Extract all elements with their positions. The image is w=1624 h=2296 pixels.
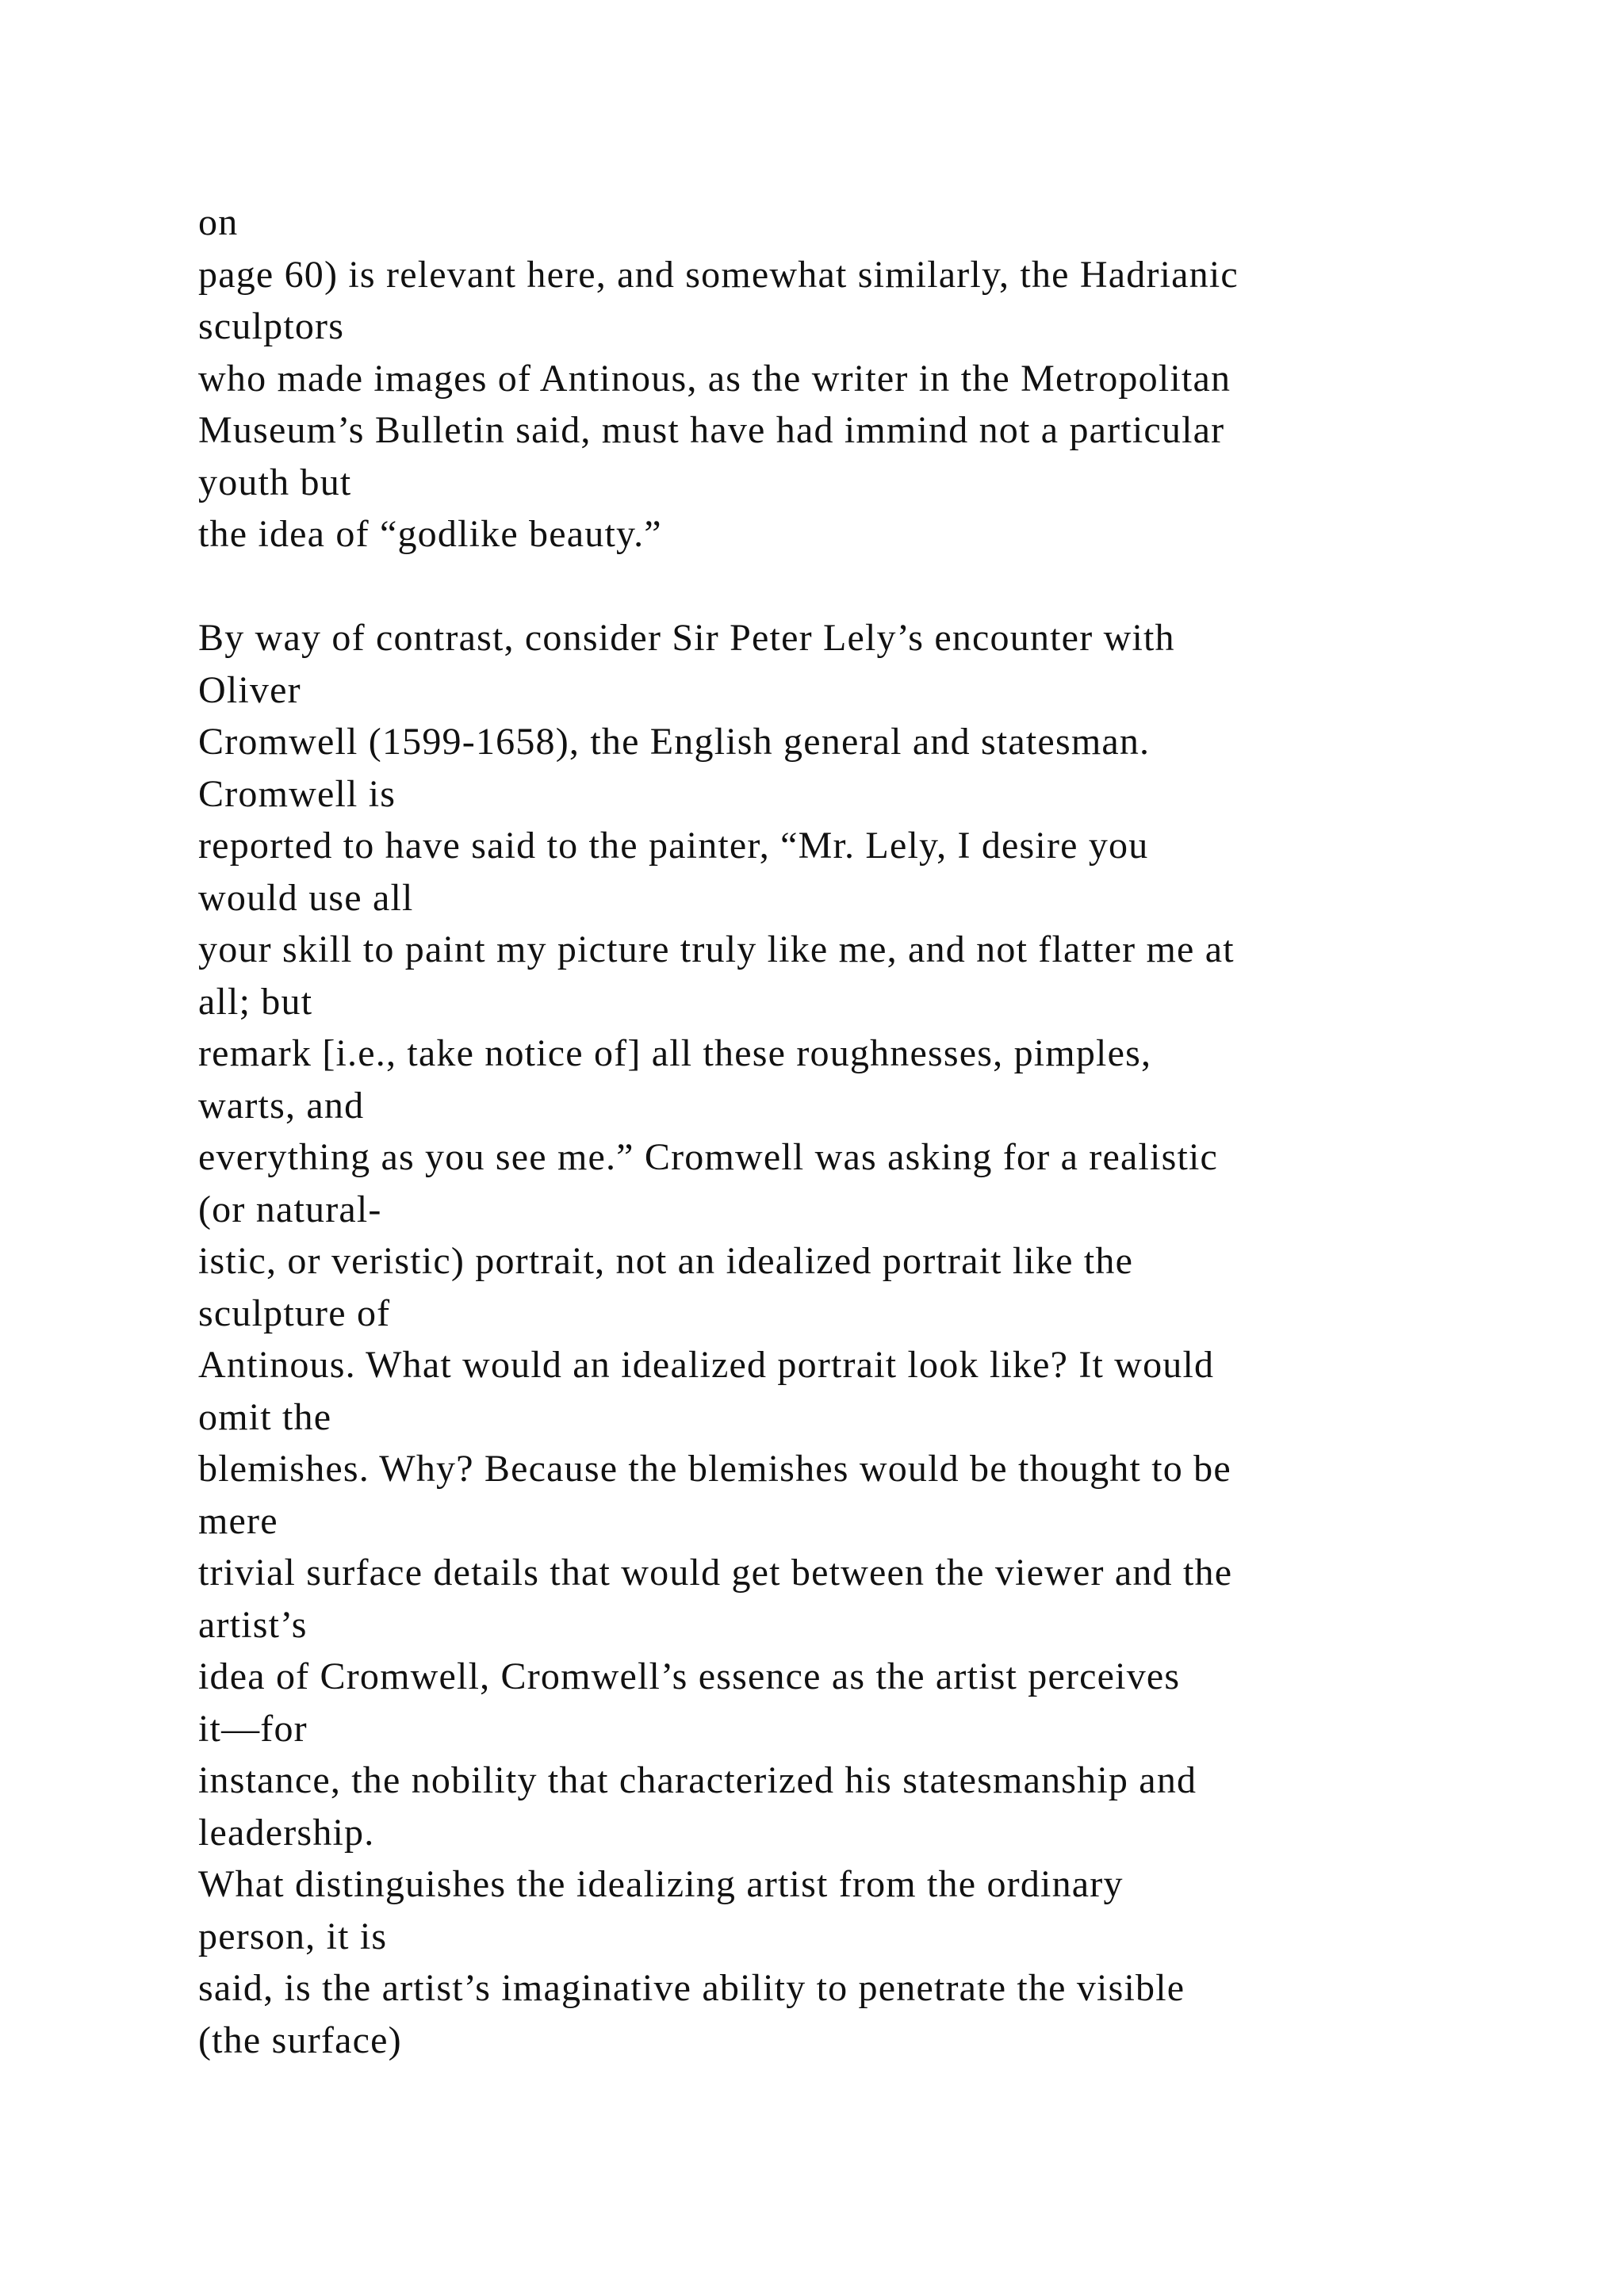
- text-line: who made images of Antinous, as the writer in the Metropolitan: [198, 357, 1231, 400]
- text-line: it—for: [198, 1707, 308, 1750]
- text-line: sculpture of: [198, 1292, 391, 1334]
- text-line: (the surface): [198, 2019, 402, 2061]
- text-line: Antinous. What would an idealized portrait look like? It would: [198, 1344, 1215, 1386]
- text-line: instance, the nobility that characterized his statesmanship and: [198, 1759, 1197, 1801]
- text-line: Cromwell (1599-1658), the English general and statesman.: [198, 721, 1151, 763]
- text-line: Oliver: [198, 668, 301, 711]
- text-line: all; but: [198, 980, 313, 1023]
- text-line: on: [198, 201, 239, 243]
- text-line: remark [i.e., take notice of] all these roughnesses, pimples,: [198, 1032, 1152, 1074]
- text-line: artist’s: [198, 1603, 308, 1646]
- text-line: (or natural-: [198, 1188, 382, 1230]
- text-line: your skill to paint my picture truly like me, and not flatter me at: [198, 928, 1235, 970]
- text-line: leadership.: [198, 1811, 375, 1854]
- text-line: mere: [198, 1499, 278, 1542]
- body-text: [198, 197, 1499, 2066]
- paragraph-break: [198, 561, 1499, 613]
- text-line: By way of contrast, consider Sir Peter Lely’s encounter with: [198, 617, 1175, 659]
- text-line: blemishes. Why? Because the blemishes would be thought to be: [198, 1448, 1231, 1490]
- text-line: omit the: [198, 1395, 332, 1438]
- text-line: sculptors: [198, 305, 345, 347]
- text-line: Museum’s Bulletin said, must have had immind not a particular: [198, 409, 1225, 451]
- text-line: trivial surface details that would get between the viewer and the: [198, 1552, 1233, 1594]
- text-line: person, it is: [198, 1915, 388, 1957]
- text-line: warts, and: [198, 1084, 365, 1127]
- text-line: reported to have said to the painter, “Mr. Lely, I desire you: [198, 825, 1149, 867]
- text-line: would use all: [198, 876, 414, 919]
- text-line: Cromwell is: [198, 772, 396, 815]
- text-line: What distinguishes the idealizing artist from the ordinary: [198, 1863, 1124, 1905]
- text-line: idea of Cromwell, Cromwell’s essence as the artist perceives: [198, 1655, 1181, 1697]
- text-line: the idea of “godlike beauty.”: [198, 513, 662, 555]
- text-line: said, is the artist’s imaginative ability to penetrate the visible: [198, 1967, 1185, 2009]
- text-line: page 60) is relevant here, and somewhat similarly, the Hadrianic: [198, 253, 1239, 296]
- text-line: istic, or veristic) portrait, not an idealized portrait like the: [198, 1240, 1134, 1282]
- text-line: youth but: [198, 461, 352, 503]
- text-line: everything as you see me.” Cromwell was asking for a realistic: [198, 1136, 1219, 1178]
